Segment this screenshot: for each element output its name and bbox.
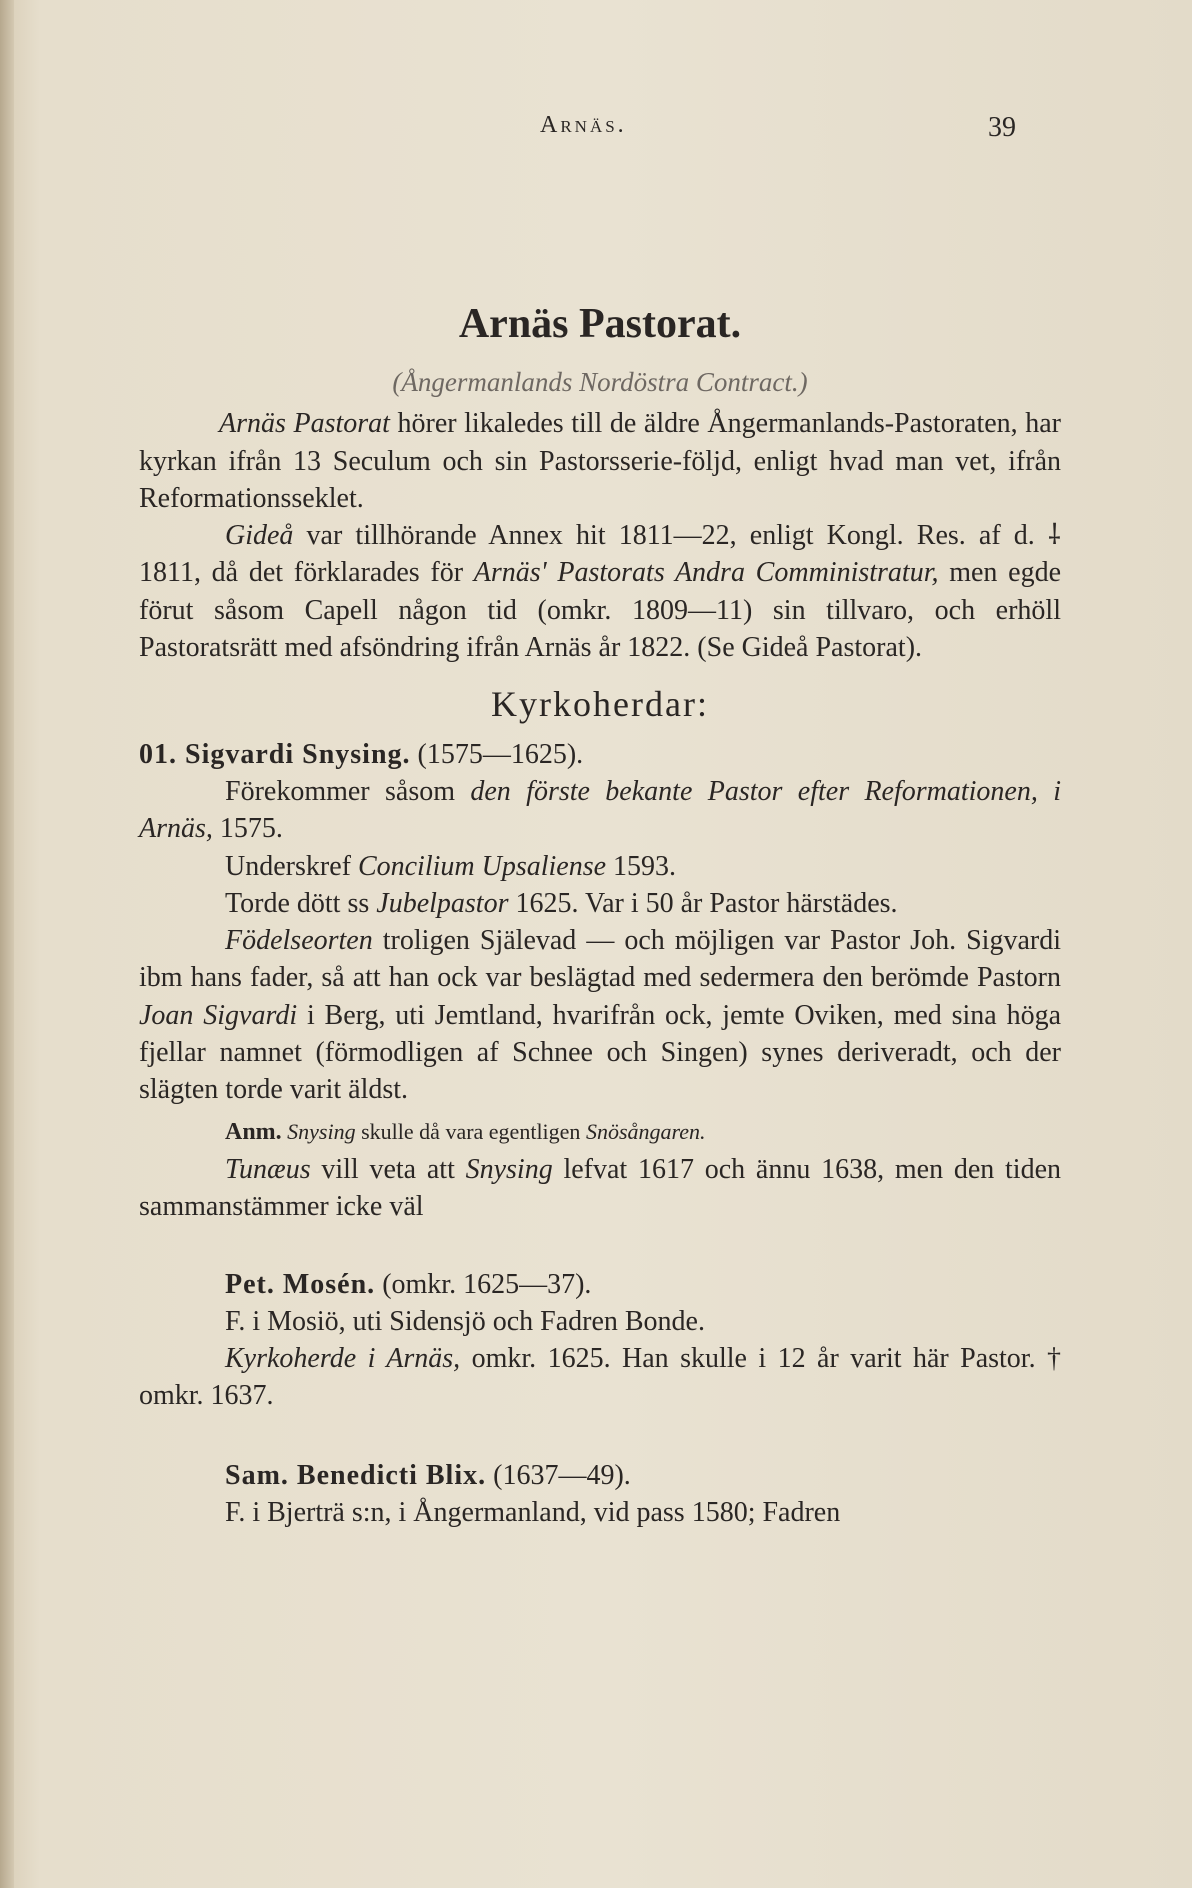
tunaeus-note — [139, 1151, 1061, 1226]
page-spine-edge — [0, 0, 14, 1888]
intro-paragraph-1 — [139, 405, 1061, 517]
intro-p1-italic: Arnäs Pastorat — [219, 408, 390, 440]
entry-line-text: F. i Bjerträ s:n, i Ångermanland, vid pass 1580; Fadren — [225, 1497, 841, 1529]
entry-name: 01. Sigvardi Snysing. — [139, 738, 411, 770]
entry-heading — [139, 1266, 1061, 1303]
intro-paragraph-2 — [139, 517, 1061, 666]
entry-line-italic: Joan Sigvardi — [139, 999, 298, 1031]
page-number: 39 — [988, 112, 1016, 143]
entry-line-text: 1593. — [606, 850, 677, 882]
entry-dates: (1637—49). — [486, 1459, 631, 1491]
intro-p2-italic-c: Arnäs' Pastorats Andra Comministratur, — [473, 557, 939, 589]
entry-line-text: Underskref — [225, 850, 358, 882]
intro-p2-text-b: var tillhörande Annex hit 1811—22, enligt Kongl. Res. af d. ⸸ 1811, då det förklarades för — [139, 520, 1061, 589]
annotation-italic: Snysing — [287, 1118, 356, 1144]
tunaeus-text: lefvat 1617 och ännu 1638, men den tiden sammanstämmer icke väl — [139, 1153, 1061, 1223]
running-head — [0, 112, 1192, 152]
running-title: Arnäs. — [540, 112, 627, 138]
entry-line-text: F. i Mosiö, uti Sidensjö och Fadren Bonde. — [225, 1305, 705, 1337]
section-title: Arnäs Pastorat. — [458, 301, 742, 347]
entry-heading — [139, 1457, 1061, 1494]
entry-line-italic: Kyrkoherde i Arnäs, — [225, 1343, 461, 1375]
entry-dates: (omkr. 1625—37). — [375, 1268, 592, 1300]
entry-line-text: 1625. Var i 50 år Pastor härstädes. — [508, 887, 898, 919]
body-text — [139, 296, 1061, 1531]
entry-line-text: Förekommer såsom — [225, 775, 471, 807]
entry-name: Sam. Benedicti Blix. — [225, 1459, 487, 1491]
annotation-note — [139, 1113, 1061, 1151]
entry-line-italic: Födelseorten — [225, 925, 373, 957]
entry-line-italic: Concilium Upsaliense — [357, 850, 607, 882]
annotation-italic: Snösångaren. — [585, 1118, 706, 1144]
entry-line — [139, 773, 1061, 848]
entry-line — [139, 922, 1061, 1108]
entry-name: Pet. Mosén. — [225, 1268, 376, 1300]
tunaeus-italic: Tunæus — [225, 1153, 311, 1185]
entry-line-text: 1575. — [212, 813, 283, 845]
kyrkoherdar-heading: Kyrkoherdar: — [491, 684, 709, 725]
entry-line — [139, 885, 1061, 922]
entry-line-italic: den förste bekante Pastor efter Reformationen, i Arnäs, — [139, 775, 1062, 845]
annotation-label: Anm. — [225, 1118, 282, 1145]
entry-line-text: Torde dött ss — [225, 887, 377, 919]
entry-line — [139, 1303, 1061, 1340]
tunaeus-text: vill veta att — [310, 1153, 466, 1185]
annotation-text: skulle då vara egentligen — [355, 1118, 586, 1144]
entry-line — [139, 848, 1061, 885]
entry-line-text: troligen Själevad — och möjligen var Pastor Joh. Sigvardi ibm hans fader, så att han ock var beslägtad med sedermera den berömde Pastorn — [139, 925, 1061, 994]
tunaeus-italic: Snysing — [465, 1153, 553, 1185]
entry-line — [139, 1340, 1061, 1415]
intro-p2-text-d: men egde förut såsom Capell någon tid (omkr. 1809—11) sin tillvaro, och erhöll Pastoratsrätt med afsöndring ifrån Arnäs år 1822. (Se Gideå Pastorat). — [139, 557, 1061, 664]
entry-line-italic: Jubelpastor — [376, 887, 509, 919]
intro-p2-italic-a: Gideå — [225, 520, 294, 552]
intro-p1-text: hörer likaledes till de äldre Ångermanlands-Pastoraten, har kyrkan ifrån 13 Seculum och sin Pastorsserie-följd, enligt hvad man vet, ifrån Reformationsseklet. — [139, 408, 1061, 514]
entry-line-text: omkr. 1625. Han skulle i 12 år varit här Pastor. † omkr. 1637. — [139, 1343, 1062, 1412]
entry-dates: (1575—1625). — [410, 738, 584, 770]
entry-line — [139, 1494, 1061, 1531]
section-subtitle: (Ångermanlands Nordöstra Contract.) — [392, 367, 808, 397]
entry-line-text: i Berg, uti Jemtland, hvarifrån ock, jemte Oviken, med sina höga fjellar namnet (förmodligen af Schnee och Singen) synes deriveradt, och der slägten torde varit äldst. — [139, 999, 1061, 1106]
entry-heading — [139, 736, 1061, 773]
